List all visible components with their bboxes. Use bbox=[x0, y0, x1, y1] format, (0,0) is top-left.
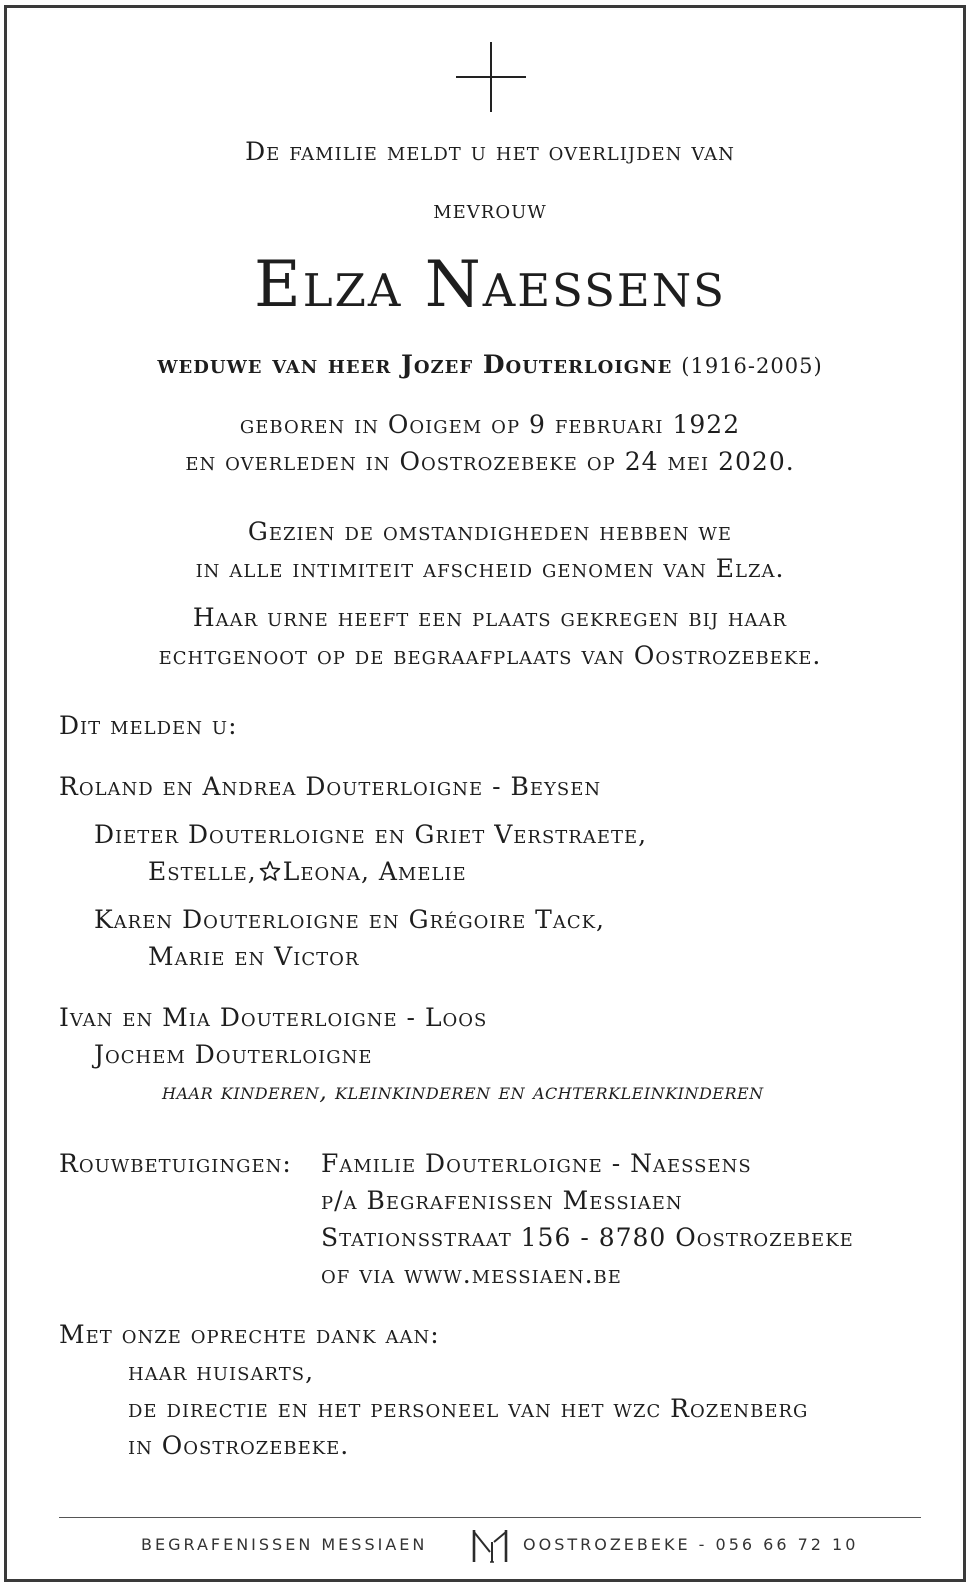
condolences-label: Rouwbetuigingen: bbox=[59, 1149, 292, 1178]
thanks-line-3: in Oostrozebeke. bbox=[128, 1431, 350, 1460]
footer-divider bbox=[59, 1517, 921, 1518]
family-relation: haar kinderen, kleinkinderen en achterkleinkinderen bbox=[162, 1079, 764, 1105]
grandchildren-leona-amelie: Leona, Amelie bbox=[282, 857, 467, 886]
family-line-6: Ivan en Mia Douterloigne - Loos bbox=[59, 1003, 488, 1032]
condolences-line-2: p/a Begrafenissen Messiaen bbox=[321, 1186, 683, 1215]
widow-of: weduwe van heer Jozef Douterloigne bbox=[157, 350, 673, 379]
thanks-line-2: de directie en het personeel van het wzc Rozenberg bbox=[128, 1394, 809, 1423]
condolences-line-1: Familie Douterloigne - Naessens bbox=[321, 1149, 752, 1178]
died-line: en overleden in Oostrozebeke op 24 mei 2020. bbox=[185, 447, 795, 476]
thanks-line-1: haar huisarts, bbox=[128, 1357, 315, 1386]
messiaen-logo-icon bbox=[471, 1528, 509, 1564]
condolences-line-3: Stationsstraat 156 - 8780 Oostrozebeke bbox=[321, 1223, 854, 1252]
grandchild-estelle: Estelle, bbox=[148, 857, 257, 886]
family-line-7: Jochem Douterloigne bbox=[94, 1040, 373, 1069]
deceased-name: Elza Naessens bbox=[254, 248, 726, 322]
title-text: mevrouw bbox=[433, 195, 547, 224]
born-line: geboren in Ooigem op 9 februari 1922 bbox=[239, 410, 741, 439]
message-line-1: Gezien de omstandigheden hebben we bbox=[247, 517, 733, 546]
thanks-heading: Met onze oprechte dank aan: bbox=[59, 1320, 440, 1349]
message-line-2: in alle intimiteit afscheid genomen van Elza. bbox=[195, 554, 785, 583]
intro-text: De familie meldt u het overlijden van bbox=[245, 137, 735, 166]
condolences-line-4: of via www.messiaen.be bbox=[321, 1260, 622, 1289]
footer-contact: OOSTROZEBEKE - 056 66 72 10 bbox=[523, 1535, 859, 1554]
family-line-1: Roland en Andrea Douterloigne - Beysen bbox=[59, 772, 602, 801]
family-line-4: Karen Douterloigne en Grégoire Tack, bbox=[94, 905, 605, 934]
spouse-years: (1916-2005) bbox=[681, 354, 823, 378]
family-heading: Dit melden u: bbox=[59, 711, 238, 740]
star-icon bbox=[259, 860, 281, 882]
widow-line bbox=[0, 350, 980, 379]
message-line-3: Haar urne heeft een plaats gekregen bij haar bbox=[192, 603, 788, 632]
message-line-4: echtgenoot op de begraafplaats van Oostrozebeke. bbox=[158, 641, 822, 670]
family-line-3 bbox=[148, 857, 467, 886]
family-line-2: Dieter Douterloigne en Griet Verstraete, bbox=[94, 820, 648, 849]
footer-company: BEGRAFENISSEN MESSIAEN bbox=[141, 1535, 428, 1554]
family-line-5: Marie en Victor bbox=[148, 942, 360, 971]
